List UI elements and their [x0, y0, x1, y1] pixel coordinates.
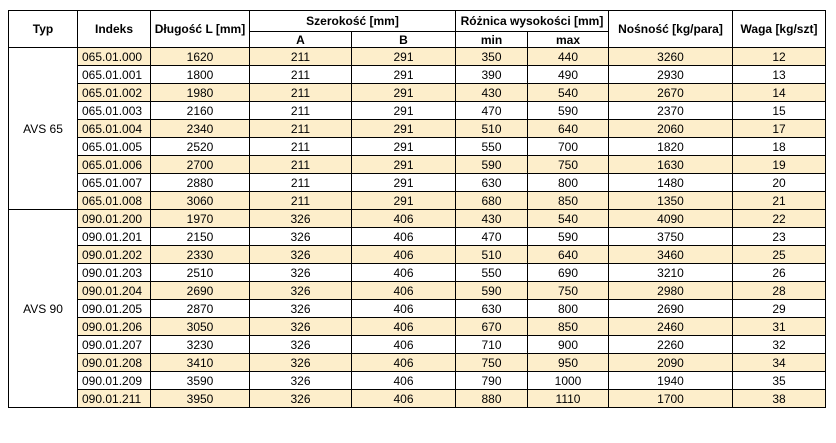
- cell-max: 590: [528, 102, 609, 120]
- cell-dlugosc: 1980: [151, 84, 250, 102]
- cell-dlugosc: 2520: [151, 138, 250, 156]
- cell-dlugosc: 2160: [151, 102, 250, 120]
- table-row: [9, 102, 826, 120]
- cell-nosnosc: 1630: [609, 156, 733, 174]
- cell-max: 490: [528, 66, 609, 84]
- header-indeks: Indeks: [78, 11, 151, 48]
- header-roznica-wysokosci: Różnica wysokości [mm]: [456, 11, 609, 32]
- cell-waga: 12: [733, 48, 826, 66]
- cell-nosnosc: 2460: [609, 318, 733, 336]
- cell-min: 630: [456, 300, 528, 318]
- cell-min: 680: [456, 192, 528, 210]
- cell-dlugosc: 3950: [151, 390, 250, 408]
- cell-nosnosc: 2090: [609, 354, 733, 372]
- cell-waga: 18: [733, 138, 826, 156]
- cell-min: 510: [456, 246, 528, 264]
- cell-dlugosc: 2330: [151, 246, 250, 264]
- table-row: [9, 336, 826, 354]
- type-cell: AVS 90: [9, 210, 78, 408]
- table-row: [9, 300, 826, 318]
- cell-szerokosc-a: 211: [250, 138, 352, 156]
- cell-nosnosc: 2930: [609, 66, 733, 84]
- cell-szerokosc-b: 406: [352, 372, 456, 390]
- cell-indeks: 090.01.204: [78, 282, 151, 300]
- cell-szerokosc-b: 406: [352, 300, 456, 318]
- cell-indeks: 090.01.201: [78, 228, 151, 246]
- cell-szerokosc-a: 326: [250, 318, 352, 336]
- table-row: [9, 174, 826, 192]
- cell-indeks: 090.01.200: [78, 210, 151, 228]
- cell-max: 540: [528, 84, 609, 102]
- cell-szerokosc-b: 406: [352, 210, 456, 228]
- cell-min: 430: [456, 84, 528, 102]
- cell-dlugosc: 1620: [151, 48, 250, 66]
- cell-nosnosc: 2370: [609, 102, 733, 120]
- cell-szerokosc-a: 211: [250, 156, 352, 174]
- table-row: [9, 66, 826, 84]
- cell-szerokosc-a: 326: [250, 228, 352, 246]
- cell-indeks: 065.01.006: [78, 156, 151, 174]
- cell-szerokosc-b: 406: [352, 246, 456, 264]
- cell-szerokosc-b: 291: [352, 138, 456, 156]
- cell-min: 390: [456, 66, 528, 84]
- cell-min: 750: [456, 354, 528, 372]
- cell-szerokosc-b: 291: [352, 120, 456, 138]
- cell-szerokosc-b: 291: [352, 174, 456, 192]
- cell-max: 800: [528, 174, 609, 192]
- cell-dlugosc: 1970: [151, 210, 250, 228]
- cell-indeks: 090.01.203: [78, 264, 151, 282]
- cell-waga: 25: [733, 246, 826, 264]
- cell-max: 590: [528, 228, 609, 246]
- cell-nosnosc: 2670: [609, 84, 733, 102]
- cell-szerokosc-a: 211: [250, 120, 352, 138]
- cell-nosnosc: 4090: [609, 210, 733, 228]
- cell-waga: 14: [733, 84, 826, 102]
- cell-max: 540: [528, 210, 609, 228]
- product-spec-table: [8, 10, 826, 408]
- cell-max: 950: [528, 354, 609, 372]
- table-row: [9, 120, 826, 138]
- cell-szerokosc-a: 211: [250, 84, 352, 102]
- table-row: [9, 318, 826, 336]
- cell-szerokosc-b: 291: [352, 192, 456, 210]
- cell-szerokosc-a: 211: [250, 192, 352, 210]
- cell-nosnosc: 2060: [609, 120, 733, 138]
- cell-waga: 23: [733, 228, 826, 246]
- cell-szerokosc-a: 326: [250, 210, 352, 228]
- cell-indeks: 065.01.002: [78, 84, 151, 102]
- cell-szerokosc-b: 406: [352, 282, 456, 300]
- cell-szerokosc-b: 406: [352, 390, 456, 408]
- cell-indeks: 090.01.208: [78, 354, 151, 372]
- cell-waga: 22: [733, 210, 826, 228]
- table-row: [9, 264, 826, 282]
- cell-indeks: 065.01.001: [78, 66, 151, 84]
- table-header: [9, 11, 826, 48]
- cell-nosnosc: 1480: [609, 174, 733, 192]
- cell-min: 510: [456, 120, 528, 138]
- cell-indeks: 065.01.008: [78, 192, 151, 210]
- cell-waga: 29: [733, 300, 826, 318]
- cell-szerokosc-a: 326: [250, 390, 352, 408]
- cell-min: 590: [456, 156, 528, 174]
- cell-szerokosc-a: 326: [250, 300, 352, 318]
- cell-szerokosc-a: 326: [250, 354, 352, 372]
- cell-waga: 15: [733, 102, 826, 120]
- cell-waga: 17: [733, 120, 826, 138]
- cell-nosnosc: 1940: [609, 372, 733, 390]
- cell-max: 640: [528, 120, 609, 138]
- cell-waga: 32: [733, 336, 826, 354]
- cell-szerokosc-a: 326: [250, 372, 352, 390]
- cell-waga: 38: [733, 390, 826, 408]
- cell-nosnosc: 1350: [609, 192, 733, 210]
- cell-nosnosc: 2980: [609, 282, 733, 300]
- cell-min: 550: [456, 138, 528, 156]
- cell-nosnosc: 3260: [609, 48, 733, 66]
- cell-indeks: 065.01.007: [78, 174, 151, 192]
- cell-max: 850: [528, 318, 609, 336]
- cell-dlugosc: 3050: [151, 318, 250, 336]
- cell-indeks: 065.01.003: [78, 102, 151, 120]
- cell-szerokosc-b: 291: [352, 66, 456, 84]
- cell-waga: 20: [733, 174, 826, 192]
- cell-nosnosc: 3210: [609, 264, 733, 282]
- table-row: [9, 156, 826, 174]
- cell-waga: 31: [733, 318, 826, 336]
- cell-min: 470: [456, 228, 528, 246]
- cell-indeks: 090.01.209: [78, 372, 151, 390]
- cell-min: 630: [456, 174, 528, 192]
- cell-min: 670: [456, 318, 528, 336]
- cell-dlugosc: 2690: [151, 282, 250, 300]
- cell-dlugosc: 2700: [151, 156, 250, 174]
- cell-max: 690: [528, 264, 609, 282]
- cell-dlugosc: 3410: [151, 354, 250, 372]
- cell-dlugosc: 3230: [151, 336, 250, 354]
- cell-waga: 21: [733, 192, 826, 210]
- cell-dlugosc: 2340: [151, 120, 250, 138]
- cell-szerokosc-b: 406: [352, 354, 456, 372]
- cell-min: 550: [456, 264, 528, 282]
- table-row: [9, 210, 826, 228]
- cell-waga: 26: [733, 264, 826, 282]
- header-min: min: [456, 32, 528, 48]
- cell-szerokosc-b: 291: [352, 156, 456, 174]
- cell-max: 1110: [528, 390, 609, 408]
- table-row: [9, 192, 826, 210]
- cell-szerokosc-a: 326: [250, 246, 352, 264]
- cell-min: 880: [456, 390, 528, 408]
- table-row: [9, 48, 826, 66]
- cell-szerokosc-a: 211: [250, 174, 352, 192]
- cell-max: 640: [528, 246, 609, 264]
- type-cell: AVS 65: [9, 48, 78, 210]
- table-row: [9, 84, 826, 102]
- header-max: max: [528, 32, 609, 48]
- cell-waga: 19: [733, 156, 826, 174]
- table-row: [9, 246, 826, 264]
- cell-nosnosc: 2690: [609, 300, 733, 318]
- cell-dlugosc: 2150: [151, 228, 250, 246]
- table-row: [9, 138, 826, 156]
- cell-szerokosc-a: 211: [250, 48, 352, 66]
- cell-waga: 28: [733, 282, 826, 300]
- cell-indeks: 065.01.005: [78, 138, 151, 156]
- cell-max: 900: [528, 336, 609, 354]
- cell-indeks: 090.01.202: [78, 246, 151, 264]
- cell-nosnosc: 3750: [609, 228, 733, 246]
- header-szerokosc-a: A: [250, 32, 352, 48]
- cell-nosnosc: 2260: [609, 336, 733, 354]
- cell-max: 750: [528, 156, 609, 174]
- cell-szerokosc-b: 291: [352, 102, 456, 120]
- cell-min: 790: [456, 372, 528, 390]
- header-nosnosc: Nośność [kg/para]: [609, 11, 733, 48]
- cell-min: 590: [456, 282, 528, 300]
- cell-indeks: 090.01.207: [78, 336, 151, 354]
- cell-nosnosc: 1820: [609, 138, 733, 156]
- table-row: [9, 228, 826, 246]
- cell-szerokosc-b: 406: [352, 264, 456, 282]
- header-waga: Waga [kg/szt]: [733, 11, 826, 48]
- cell-min: 710: [456, 336, 528, 354]
- header-szerokosc: Szerokość [mm]: [250, 11, 456, 32]
- cell-dlugosc: 3060: [151, 192, 250, 210]
- cell-szerokosc-b: 406: [352, 318, 456, 336]
- cell-max: 440: [528, 48, 609, 66]
- cell-szerokosc-a: 326: [250, 264, 352, 282]
- cell-szerokosc-b: 291: [352, 48, 456, 66]
- cell-szerokosc-b: 406: [352, 336, 456, 354]
- table-row: [9, 372, 826, 390]
- cell-dlugosc: 2510: [151, 264, 250, 282]
- cell-max: 800: [528, 300, 609, 318]
- cell-szerokosc-b: 406: [352, 228, 456, 246]
- cell-szerokosc-a: 326: [250, 336, 352, 354]
- table-row: [9, 390, 826, 408]
- table-row: [9, 282, 826, 300]
- cell-indeks: 090.01.205: [78, 300, 151, 318]
- header-szerokosc-b: B: [352, 32, 456, 48]
- cell-min: 470: [456, 102, 528, 120]
- cell-indeks: 090.01.206: [78, 318, 151, 336]
- cell-max: 750: [528, 282, 609, 300]
- cell-indeks: 065.01.004: [78, 120, 151, 138]
- cell-szerokosc-a: 211: [250, 66, 352, 84]
- cell-max: 1000: [528, 372, 609, 390]
- cell-dlugosc: 1800: [151, 66, 250, 84]
- header-typ: Typ: [9, 11, 78, 48]
- cell-waga: 35: [733, 372, 826, 390]
- header-dlugosc: Długość L [mm]: [151, 11, 250, 48]
- table-row: [9, 354, 826, 372]
- cell-waga: 13: [733, 66, 826, 84]
- cell-szerokosc-a: 326: [250, 282, 352, 300]
- cell-min: 350: [456, 48, 528, 66]
- cell-dlugosc: 3590: [151, 372, 250, 390]
- cell-dlugosc: 2870: [151, 300, 250, 318]
- cell-max: 850: [528, 192, 609, 210]
- cell-dlugosc: 2880: [151, 174, 250, 192]
- cell-min: 430: [456, 210, 528, 228]
- cell-szerokosc-a: 211: [250, 102, 352, 120]
- cell-nosnosc: 1700: [609, 390, 733, 408]
- cell-indeks: 090.01.211: [78, 390, 151, 408]
- cell-waga: 34: [733, 354, 826, 372]
- cell-nosnosc: 3460: [609, 246, 733, 264]
- cell-szerokosc-b: 291: [352, 84, 456, 102]
- table-body: [9, 48, 826, 408]
- cell-max: 700: [528, 138, 609, 156]
- cell-indeks: 065.01.000: [78, 48, 151, 66]
